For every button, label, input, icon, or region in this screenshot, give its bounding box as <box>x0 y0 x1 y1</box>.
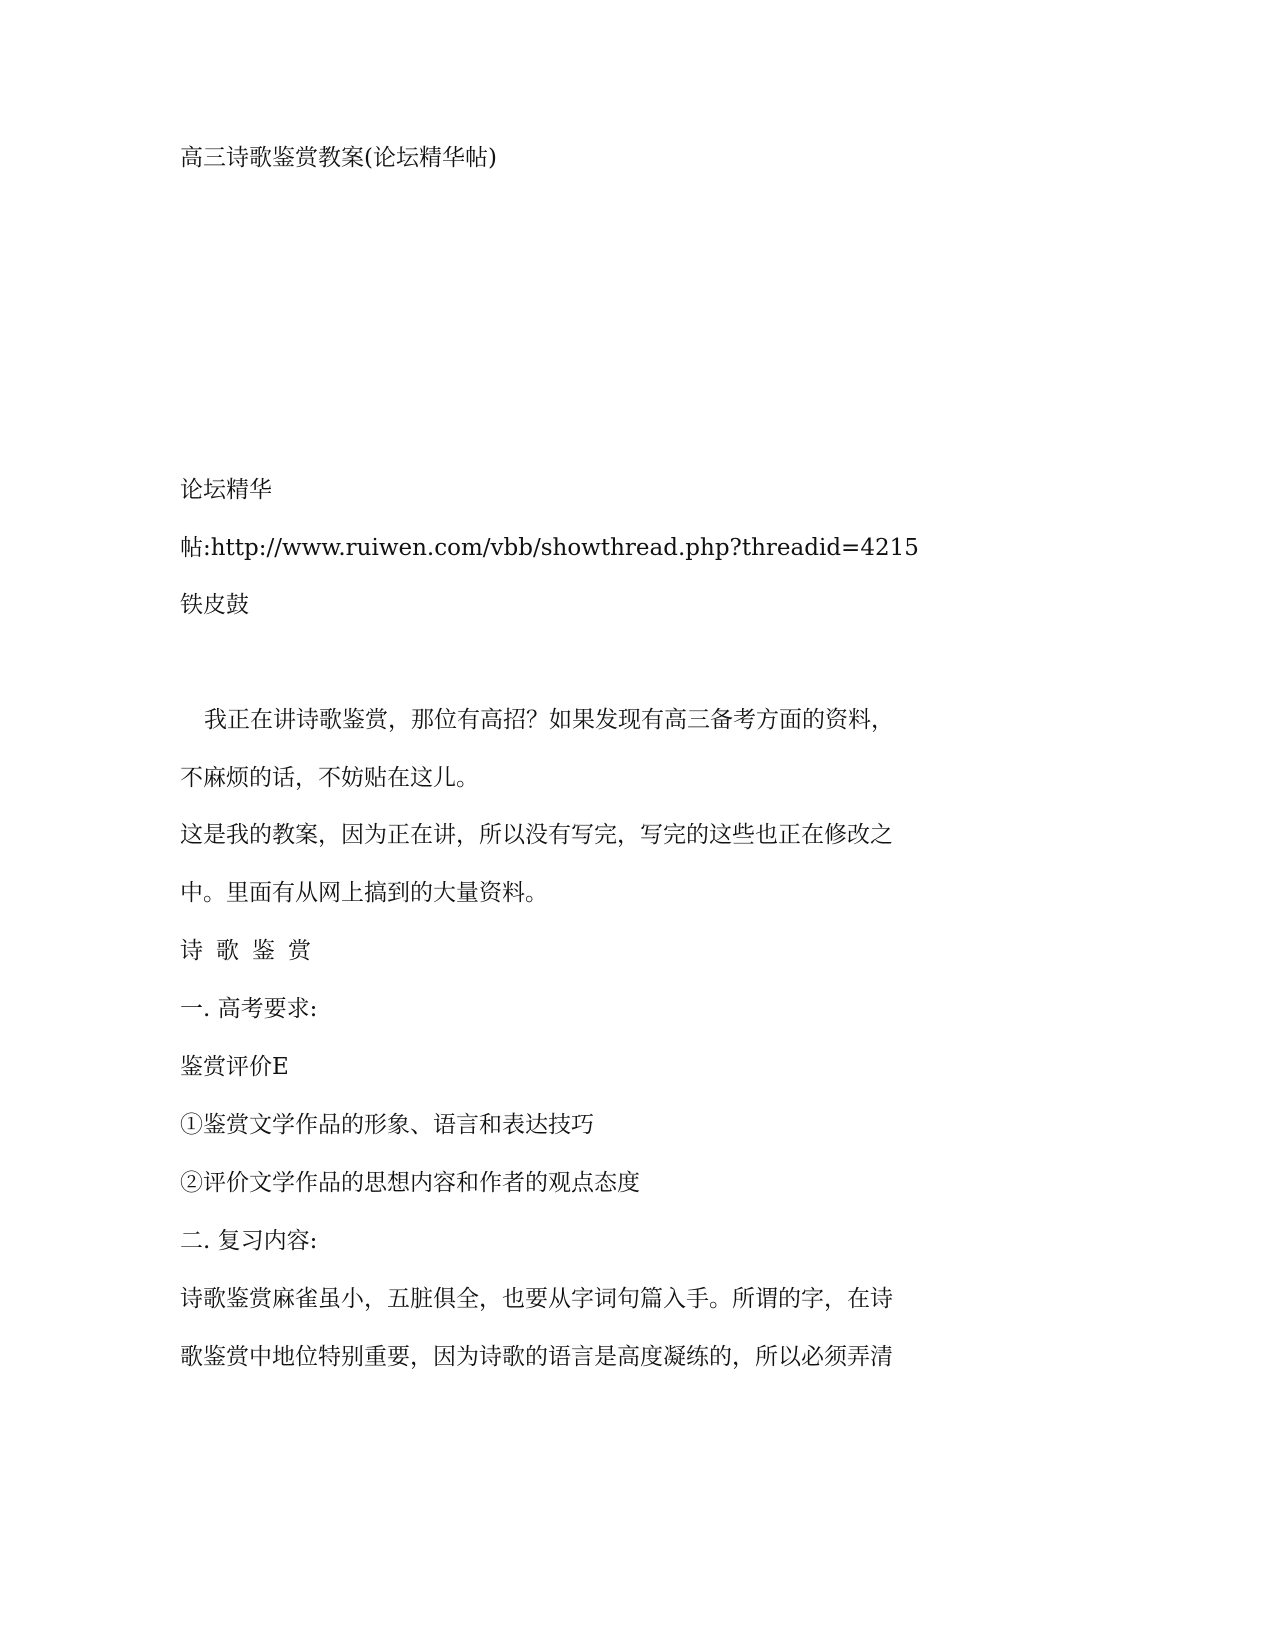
document-title: 高三诗歌鉴赏教案(论坛精华帖) <box>180 145 497 171</box>
requirement-item: ②评价文学作品的思想内容和作者的观点态度 <box>180 1170 640 1196</box>
requirement-item: ①鉴赏文学作品的形象、语言和表达技巧 <box>180 1112 594 1138</box>
assessment-level: 鉴赏评价E <box>180 1054 289 1080</box>
section-title: 诗歌鉴赏 <box>180 938 324 964</box>
requirements-heading: 一. 高考要求: <box>180 996 318 1022</box>
forum-label: 论坛精华 <box>180 477 272 503</box>
paragraph-line: 中。里面有从网上搞到的大量资料。 <box>180 880 548 906</box>
paragraph-line: 不麻烦的话，不妨贴在这儿。 <box>180 765 479 791</box>
review-heading: 二. 复习内容: <box>180 1228 318 1254</box>
paragraph-line: 我正在讲诗歌鉴赏，那位有高招？如果发现有高三备考方面的资料， <box>204 707 894 733</box>
author-name: 铁皮鼓 <box>180 592 249 618</box>
paragraph-line: 这是我的教案，因为正在讲，所以没有写完，写完的这些也正在修改之 <box>180 822 893 848</box>
paragraph-line: 诗歌鉴赏麻雀虽小，五脏俱全，也要从字词句篇入手。所谓的字，在诗 <box>180 1286 893 1312</box>
thread-link-line: 帖:http://www.ruiwen.com/vbb/showthread.php?threadid=4215 <box>180 535 919 561</box>
paragraph-line: 歌鉴赏中地位特别重要，因为诗歌的语言是高度凝练的，所以必须弄清 <box>180 1344 893 1370</box>
